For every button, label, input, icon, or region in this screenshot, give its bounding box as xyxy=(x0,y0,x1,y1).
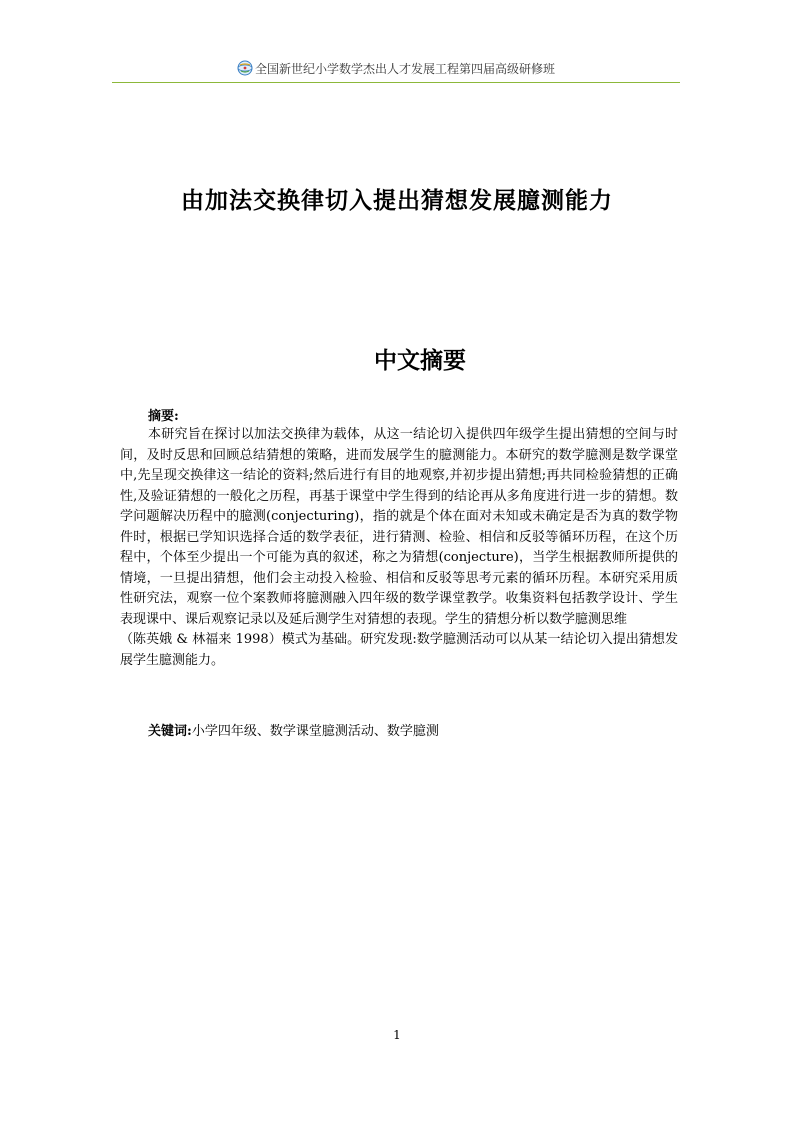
keywords-text: 小学四年级、数学课堂臆测活动、数学臆测 xyxy=(191,724,439,739)
page-number: 1 xyxy=(393,1028,401,1042)
globe-logo-icon xyxy=(237,60,253,76)
header-text: 全国新世纪小学数学杰出人才发展工程第四届高级研修班 xyxy=(254,62,555,76)
document-title: 由加法交换律切入提出猜想发展臆测能力 xyxy=(181,188,613,214)
keywords-label: 关键词: xyxy=(148,724,192,739)
abstract-paragraph-continued: （陈英娥 & 林福来 1998）模式为基础。研究发现:数学臆测活动可以从某一结论切入提出猜想发展学生臆测能力。 xyxy=(120,632,678,668)
abstract-body xyxy=(120,425,678,671)
header-line xyxy=(112,60,680,77)
keywords-line xyxy=(148,720,439,739)
abstract-paragraph: 本研究旨在探讨以加法交换律为载体，从这一结论切入提供四年级学生提出猜想的空间与时间，及时反思和回顾总结猜想的策略，进而发展学生的臆测能力。本研究的数学臆测是数学课堂中,先呈现交换律这一结论的资料;然后进行有目的地观察,并初步提出猜想;再共同检验猜想的正确性,及验证猜想的一般化之历程，再基于课堂中学生得到的结论再从多角度进行进一步的猜想。数学问题解决历程中的臆测(conjecturing)，指的就是个体在面对未知或未确定是否为真的数学物件时，根据已学知识选择合适的数学表征，进行猜测、检验、相信和反驳等循环历程，在这个历程中，个体至少提出一个可能为真的叙述，称之为猜想(conjecture)，当学生根据教师所提供的情境，一旦提出猜想，他们会主动投入检验、相信和反驳等思考元素的循环历程。本研究采用质性研究法，观察一位个案教师将臆测融入四年级的数学课堂教学。收集资料包括教学设计、学生表现课中、课后观察记录以及延后测学生对猜想的表现。学生的猜想分析以数学臆测思维 xyxy=(120,427,678,627)
abstract-label: 摘要: xyxy=(148,409,179,424)
page-header xyxy=(112,58,680,83)
abstract-heading: 中文摘要 xyxy=(374,348,466,374)
